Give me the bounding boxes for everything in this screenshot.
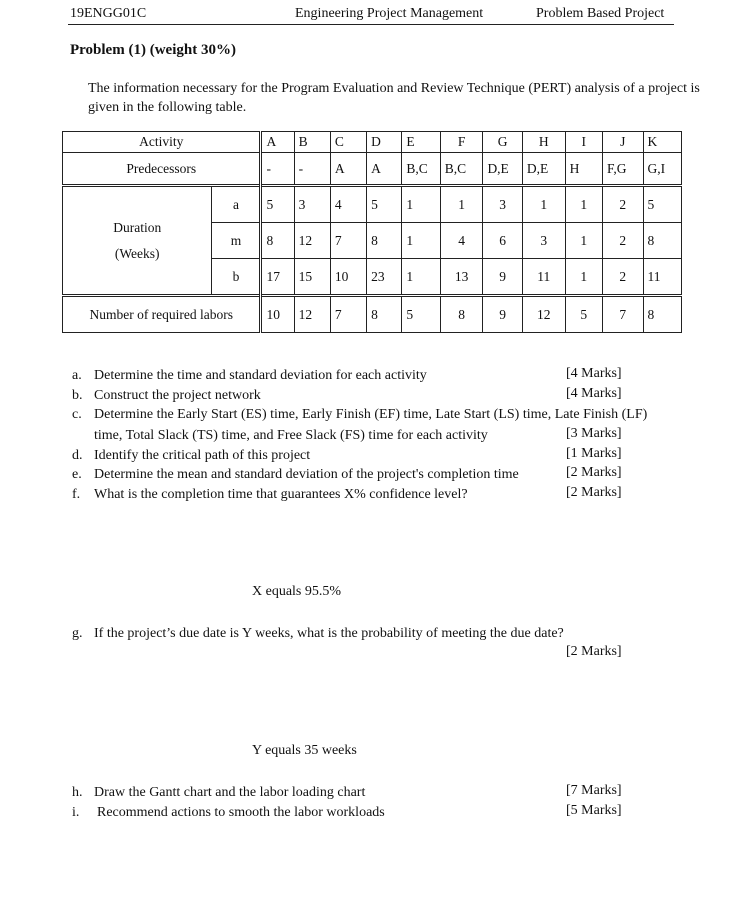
predecessor-cell: B,C (402, 153, 440, 186)
labors-row (63, 296, 682, 333)
duration-m-cell: 3 (522, 223, 565, 259)
marks-h: [7 Marks] (566, 783, 622, 798)
duration-a-cell: 5 (261, 186, 294, 223)
duration-b-cell: 1 (565, 259, 602, 296)
predecessor-cell: A (367, 153, 402, 186)
course-title: Engineering Project Management (295, 6, 484, 21)
marks-c: [3 Marks] (566, 426, 622, 441)
marks-d: [1 Marks] (566, 446, 622, 461)
duration-m-cell: 1 (402, 223, 440, 259)
question-label: b. (72, 388, 83, 403)
predecessor-cell: - (294, 153, 330, 186)
duration-m-cell: 8 (643, 223, 682, 259)
duration-m-cell: 8 (261, 223, 294, 259)
duration-b-cell: 11 (522, 259, 565, 296)
activity-label: Activity (63, 132, 261, 153)
activity-cell: J (602, 132, 643, 153)
labors-cell: 8 (643, 296, 682, 333)
pert-table (62, 131, 682, 333)
estimate-label-a: a (212, 186, 261, 223)
question-label: h. (72, 785, 83, 800)
duration-b-cell: 11 (643, 259, 682, 296)
estimate-label-b: b (212, 259, 261, 296)
duration-label (63, 186, 212, 296)
duration-m-cell: 7 (330, 223, 366, 259)
question-label: a. (72, 368, 82, 383)
marks-g: [2 Marks] (566, 644, 622, 659)
marks-f: [2 Marks] (566, 485, 622, 500)
question-text: Draw the Gantt chart and the labor loading chart (94, 785, 366, 800)
labors-cell: 5 (565, 296, 602, 333)
course-code: 19ENGG01C (70, 6, 147, 21)
labors-cell: 5 (402, 296, 440, 333)
duration-label-line2: (Weeks) (114, 245, 160, 261)
question-text: Construct the project network (94, 388, 261, 403)
duration-m-cell: 8 (367, 223, 402, 259)
question-label: g. (72, 626, 83, 641)
activity-cell: A (261, 132, 294, 153)
document-type: Problem Based Project (536, 6, 665, 21)
duration-m-cell: 1 (565, 223, 602, 259)
marks-i: [5 Marks] (566, 803, 622, 818)
problem-title: Problem (1) (weight 30%) (70, 42, 236, 58)
question-label: e. (72, 467, 82, 482)
question-text-continued: time, Total Slack (TS) time, and Free Slack (FS) time for each activity (94, 428, 488, 443)
labors-cell: 12 (522, 296, 565, 333)
activity-cell: B (294, 132, 330, 153)
duration-m-cell: 6 (483, 223, 522, 259)
question-text: If the project’s due date is Y weeks, what is the probability of meeting the due date? (94, 626, 564, 641)
duration-a-cell: 1 (402, 186, 440, 223)
predecessor-cell: G,I (643, 153, 682, 186)
duration-a-row (63, 186, 682, 223)
predecessor-cell: A (330, 153, 366, 186)
predecessors-label: Predecessors (63, 153, 261, 186)
question-text: Recommend actions to smooth the labor workloads (97, 805, 385, 820)
duration-a-cell: 1 (440, 186, 483, 223)
question-text: Determine the Early Start (ES) time, Early Finish (EF) time, Late Start (LS) time, Late Finish (LF) (94, 407, 648, 422)
predecessor-cell: D,E (483, 153, 522, 186)
activity-cell: F (440, 132, 483, 153)
predecessors-row (63, 153, 682, 186)
duration-b-cell: 1 (402, 259, 440, 296)
duration-b-cell: 23 (367, 259, 402, 296)
labors-cell: 12 (294, 296, 330, 333)
labors-cell: 7 (602, 296, 643, 333)
activity-cell: K (643, 132, 682, 153)
duration-b-cell: 9 (483, 259, 522, 296)
y-value-note: Y equals 35 weeks (252, 743, 357, 758)
predecessor-cell: B,C (440, 153, 483, 186)
duration-b-cell: 10 (330, 259, 366, 296)
labors-cell: 10 (261, 296, 294, 333)
question-text: Identify the critical path of this project (94, 448, 311, 463)
question-label: c. (72, 407, 82, 422)
duration-b-cell: 2 (602, 259, 643, 296)
predecessor-cell: F,G (602, 153, 643, 186)
activity-cell: I (565, 132, 602, 153)
duration-m-cell: 12 (294, 223, 330, 259)
question-text: Determine the mean and standard deviation of the project's completion time (94, 467, 519, 482)
labors-cell: 9 (483, 296, 522, 333)
question-label: d. (72, 448, 83, 463)
activity-cell: C (330, 132, 366, 153)
question-label: i. (72, 805, 80, 820)
labors-cell: 8 (440, 296, 483, 333)
activity-row (63, 132, 682, 153)
duration-a-cell: 3 (294, 186, 330, 223)
duration-m-cell: 4 (440, 223, 483, 259)
labors-cell: 8 (367, 296, 402, 333)
duration-m-cell: 2 (602, 223, 643, 259)
activity-cell: G (483, 132, 522, 153)
question-text: Determine the time and standard deviation for each activity (94, 368, 427, 383)
activity-cell: D (367, 132, 402, 153)
problem-intro: The information necessary for the Program Evaluation and Review Technique (PERT) analysis of a project is given in the following table. (88, 81, 700, 115)
header-divider (68, 24, 674, 25)
question-text: What is the completion time that guarantees X% confidence level? (94, 487, 468, 502)
predecessor-cell: - (261, 153, 294, 186)
duration-label-line1: Duration (113, 219, 162, 235)
duration-b-cell: 17 (261, 259, 294, 296)
duration-a-cell: 5 (367, 186, 402, 223)
duration-a-cell: 1 (565, 186, 602, 223)
duration-a-cell: 5 (643, 186, 682, 223)
activity-cell: H (522, 132, 565, 153)
predecessor-cell: D,E (522, 153, 565, 186)
question-g (72, 624, 712, 644)
duration-b-cell: 15 (294, 259, 330, 296)
labors-cell: 7 (330, 296, 366, 333)
duration-a-cell: 2 (602, 186, 643, 223)
estimate-label-m: m (212, 223, 261, 259)
duration-a-cell: 1 (522, 186, 565, 223)
predecessor-cell: H (565, 153, 602, 186)
duration-b-cell: 13 (440, 259, 483, 296)
activity-cell: E (402, 132, 440, 153)
duration-a-cell: 4 (330, 186, 366, 223)
x-value-note: X equals 95.5% (252, 584, 342, 599)
duration-a-cell: 3 (483, 186, 522, 223)
marks-a: [4 Marks] (566, 366, 622, 381)
marks-b: [4 Marks] (566, 386, 622, 401)
labors-label: Number of required labors (63, 296, 261, 333)
question-label: f. (72, 487, 81, 502)
marks-e: [2 Marks] (566, 465, 622, 480)
